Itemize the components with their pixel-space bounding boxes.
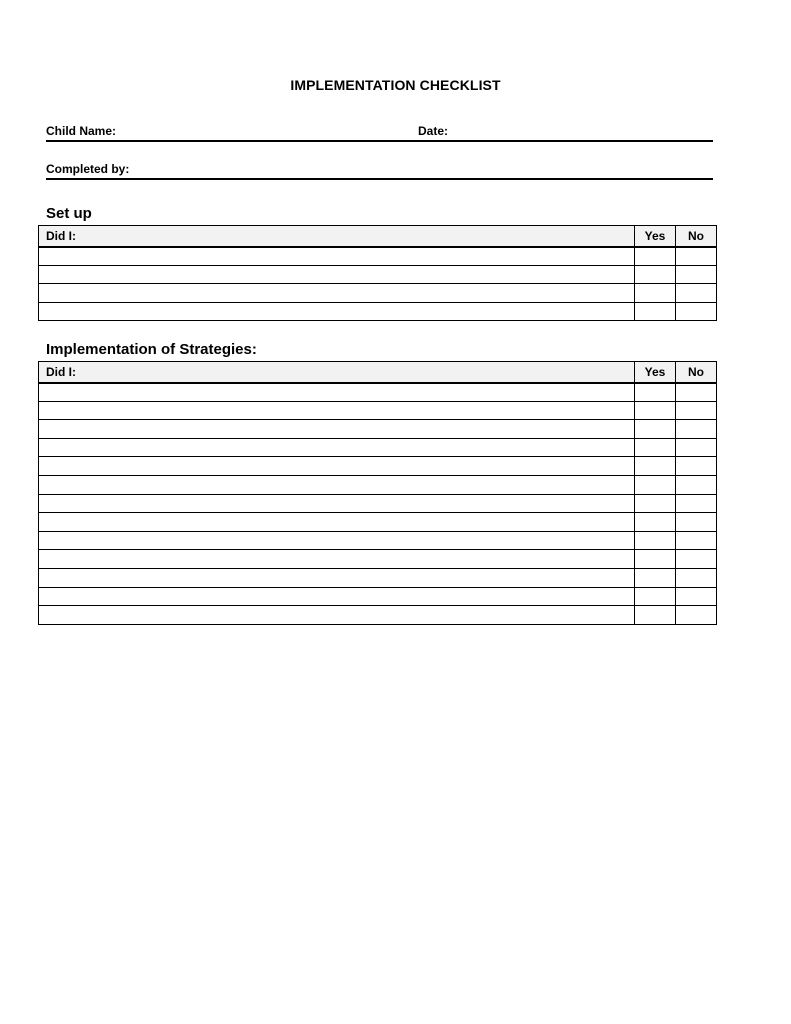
strategies-no-checkbox-cell[interactable] <box>676 438 717 457</box>
setup-yes-checkbox-cell[interactable] <box>635 284 676 303</box>
strategies-item-cell <box>39 401 635 420</box>
setup-heading: Set up <box>46 205 92 222</box>
setup-no-checkbox-cell[interactable] <box>676 302 717 321</box>
strategies-no-header: No <box>676 362 717 383</box>
strategies-row <box>39 494 717 513</box>
strategies-yes-checkbox-cell[interactable] <box>635 531 676 550</box>
setup-row <box>39 302 717 321</box>
setup-no-checkbox-cell[interactable] <box>676 284 717 303</box>
strategies-no-checkbox-cell[interactable] <box>676 550 717 569</box>
strategies-heading: Implementation of Strategies: <box>46 341 257 358</box>
strategies-yes-checkbox-cell[interactable] <box>635 587 676 606</box>
setup-row <box>39 284 717 303</box>
strategies-row <box>39 457 717 476</box>
date-label: Date: <box>418 124 449 138</box>
strategies-header-row <box>39 362 717 383</box>
strategies-item-cell <box>39 494 635 513</box>
strategies-no-checkbox-cell[interactable] <box>676 401 717 420</box>
strategies-row <box>39 475 717 494</box>
strategies-yes-checkbox-cell[interactable] <box>635 494 676 513</box>
strategies-yes-checkbox-cell[interactable] <box>635 401 676 420</box>
setup-header-row <box>39 226 717 247</box>
setup-table <box>38 225 717 321</box>
setup-table-body <box>39 247 717 321</box>
strategies-item-cell <box>39 568 635 587</box>
setup-did-i-header: Did I: <box>39 226 635 247</box>
strategies-row <box>39 401 717 420</box>
strategies-yes-checkbox-cell[interactable] <box>635 475 676 494</box>
setup-yes-checkbox-cell[interactable] <box>635 247 676 266</box>
strategies-no-checkbox-cell[interactable] <box>676 531 717 550</box>
setup-item-cell <box>39 302 635 321</box>
strategies-yes-checkbox-cell[interactable] <box>635 438 676 457</box>
strategies-no-checkbox-cell[interactable] <box>676 457 717 476</box>
setup-row <box>39 265 717 284</box>
strategies-item-cell <box>39 587 635 606</box>
strategies-item-cell <box>39 457 635 476</box>
setup-item-cell <box>39 247 635 266</box>
completed-by-label: Completed by: <box>46 162 130 176</box>
strategies-item-cell <box>39 513 635 532</box>
strategies-no-checkbox-cell[interactable] <box>676 494 717 513</box>
strategies-did-i-header: Did I: <box>39 362 635 383</box>
strategies-no-checkbox-cell[interactable] <box>676 383 717 402</box>
setup-item-cell <box>39 284 635 303</box>
setup-yes-checkbox-cell[interactable] <box>635 265 676 284</box>
strategies-yes-checkbox-cell[interactable] <box>635 420 676 439</box>
strategies-no-checkbox-cell[interactable] <box>676 420 717 439</box>
document-title: IMPLEMENTATION CHECKLIST <box>290 77 501 93</box>
strategies-yes-checkbox-cell[interactable] <box>635 513 676 532</box>
strategies-item-cell <box>39 438 635 457</box>
strategies-yes-checkbox-cell[interactable] <box>635 457 676 476</box>
setup-row <box>39 247 717 266</box>
strategies-no-checkbox-cell[interactable] <box>676 568 717 587</box>
strategies-no-checkbox-cell[interactable] <box>676 475 717 494</box>
strategies-row <box>39 383 717 402</box>
strategies-row <box>39 438 717 457</box>
strategies-item-cell <box>39 550 635 569</box>
strategies-row <box>39 606 717 625</box>
strategies-row <box>39 550 717 569</box>
strategies-row <box>39 513 717 532</box>
setup-yes-header: Yes <box>635 226 676 247</box>
setup-no-header: No <box>676 226 717 247</box>
strategies-item-cell <box>39 383 635 402</box>
setup-yes-checkbox-cell[interactable] <box>635 302 676 321</box>
child-name-date-row <box>46 120 713 142</box>
strategies-item-cell <box>39 531 635 550</box>
strategies-yes-header: Yes <box>635 362 676 383</box>
strategies-row <box>39 587 717 606</box>
strategies-row <box>39 531 717 550</box>
strategies-no-checkbox-cell[interactable] <box>676 513 717 532</box>
child-name-label: Child Name: <box>46 124 117 138</box>
setup-no-checkbox-cell[interactable] <box>676 265 717 284</box>
strategies-row <box>39 420 717 439</box>
strategies-row <box>39 568 717 587</box>
strategies-yes-checkbox-cell[interactable] <box>635 550 676 569</box>
strategies-item-cell <box>39 420 635 439</box>
strategies-table-body <box>39 383 717 625</box>
strategies-yes-checkbox-cell[interactable] <box>635 383 676 402</box>
strategies-item-cell <box>39 606 635 625</box>
completed-by-row <box>46 158 713 180</box>
strategies-table <box>38 361 717 625</box>
strategies-yes-checkbox-cell[interactable] <box>635 568 676 587</box>
strategies-no-checkbox-cell[interactable] <box>676 587 717 606</box>
setup-item-cell <box>39 265 635 284</box>
strategies-no-checkbox-cell[interactable] <box>676 606 717 625</box>
strategies-item-cell <box>39 475 635 494</box>
strategies-yes-checkbox-cell[interactable] <box>635 606 676 625</box>
setup-no-checkbox-cell[interactable] <box>676 247 717 266</box>
